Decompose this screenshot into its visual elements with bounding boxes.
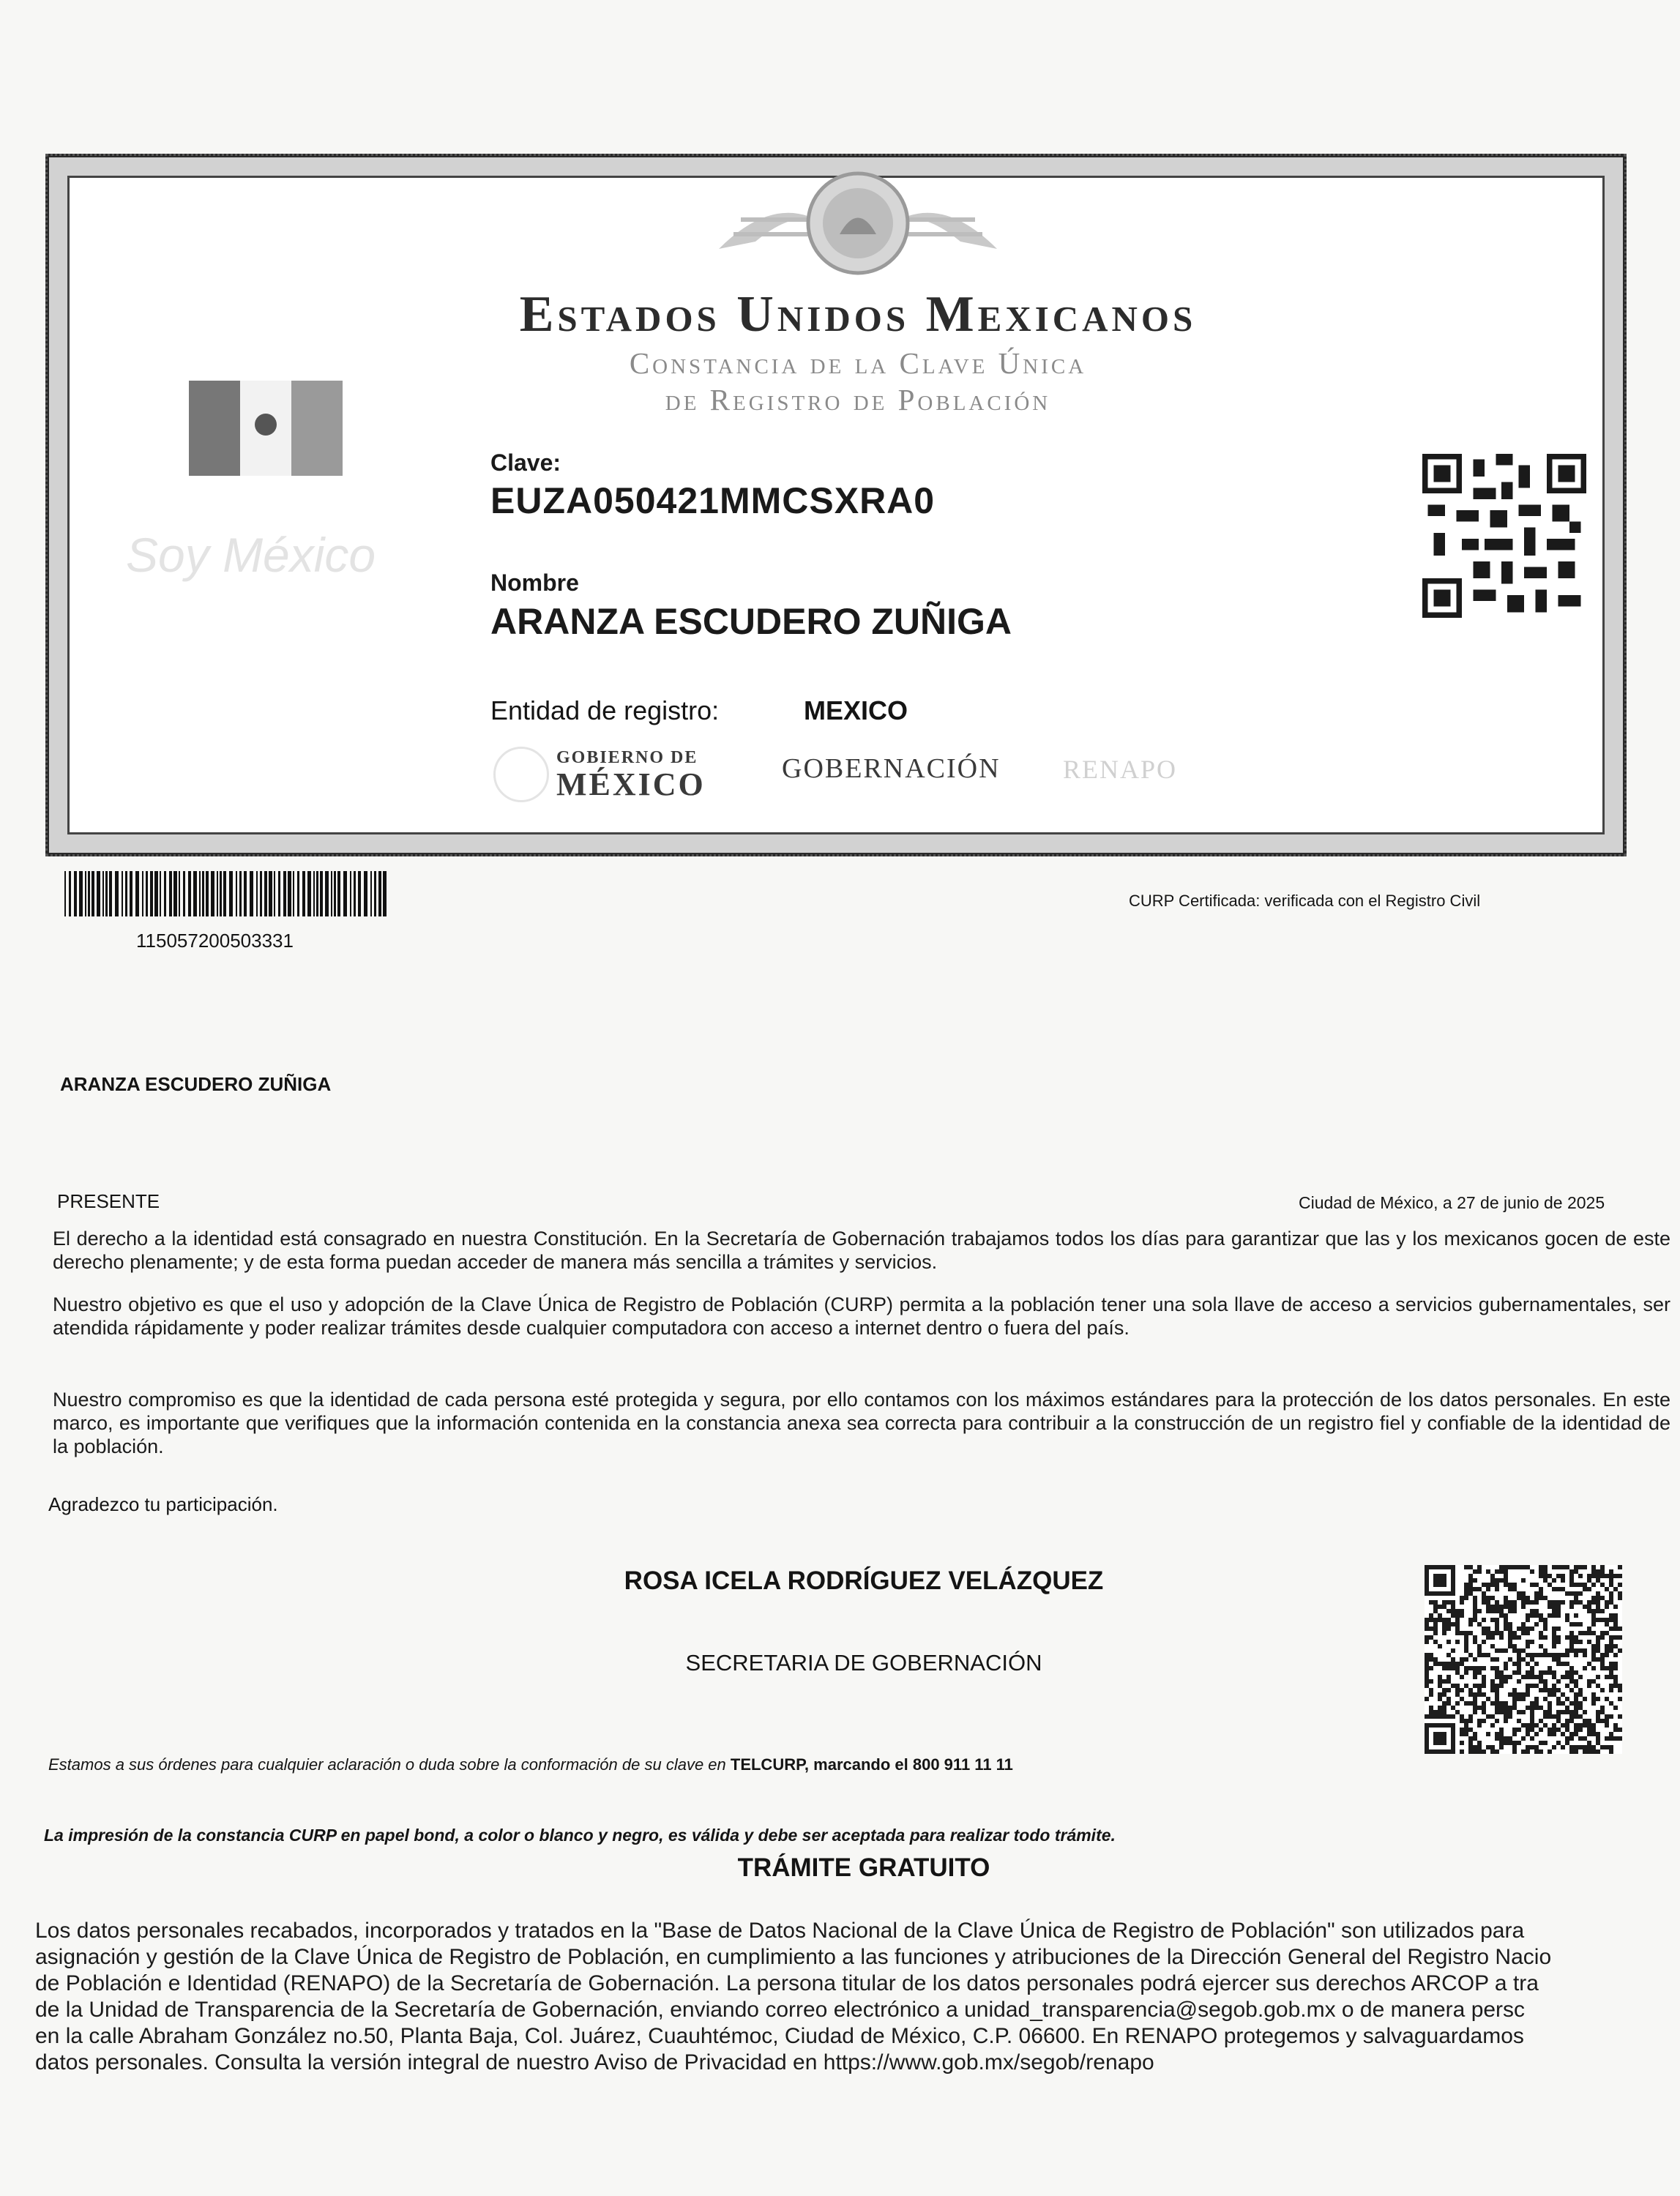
signature-qr-code-icon — [1425, 1565, 1622, 1754]
letter-recipient: ARANZA ESCUDERO ZUÑIGA — [60, 1073, 332, 1095]
certified-note: CURP Certificada: verificada con el Registro Civil — [1129, 892, 1481, 910]
privacy-line: asignación y gestión de la Clave Única de Registro de Población, en cumplimiento a las funciones y atribuciones de la Dirección General del Registro Nacio — [35, 1945, 1552, 1969]
curp-certificate — [45, 154, 1627, 856]
nombre-label: Nombre — [490, 569, 579, 596]
signer-title: SECRETARIA DE GOBERNACIÓN — [685, 1650, 1042, 1676]
country-title: Estados Unidos Mexicanos — [519, 286, 1197, 343]
privacy-notice — [35, 1918, 1668, 2076]
contact-prefix: Estamos a sus órdenes para cualquier aclaración o duda sobre la conformación de su clave en — [48, 1755, 731, 1774]
letter-presente: PRESENTE — [57, 1190, 160, 1212]
curp-code: EUZA050421MMCSXRA0 — [490, 480, 936, 521]
privacy-line: de la Unidad de Transparencia de la Secretaría de Gobernación, enviando correo electrónico a unidad_transparencia@segob.gob.mx o de manera persc — [35, 1998, 1526, 2022]
letter-date: Ciudad de México, a 27 de junio de 2025 — [1299, 1193, 1605, 1212]
holder-name: ARANZA ESCUDERO ZUÑIGA — [490, 601, 1012, 642]
entidad-label: Entidad de registro: — [490, 695, 720, 725]
gobierno-logo-line2: MÉXICO — [556, 766, 706, 802]
letter-closing: Agradezco tu participación. — [48, 1493, 278, 1515]
privacy-line: Los datos personales recabados, incorporados y tratados en la "Base de Datos Nacional de la Clave Única de Registro de Población" son utilizados para — [35, 1919, 1525, 1943]
letter-paragraph-2: Nuestro objetivo es que el uso y adopción de la Clave Única de Registro de Población (CURP) permita a la población tener una sola llave de acceso a servicios gubernamentales, ser atendida rápidamente y poder realizar trámites desde cualquier computadora con acceso a internet dentro o fuera del país. — [53, 1293, 1670, 1339]
validity-note: La impresión de la constancia CURP en papel bond, a color o blanco y negro, es válida y debe ser aceptada para realizar todo trámite. — [44, 1826, 1116, 1845]
contact-telcurp: TELCURP, marcando el 800 911 11 11 — [730, 1755, 1013, 1774]
renapo-logo: RENAPO — [1063, 755, 1178, 784]
letter-paragraph-3: Nuestro compromiso es que la identidad de cada persona esté protegida y segura, por ello contamos con los máximos estándares para la protección de los datos personales. En este marco, es importante que verifiques que la información contenida en la constancia anexa sea correcta para contribuir a la construcción de un registro fiel y confiable de la identidad de la población. — [53, 1389, 1670, 1457]
letter-paragraph-1: El derecho a la identidad está consagrado en nuestra Constitución. En la Secretaría de Gobernación trabajamos todos los días para garantizar que las y los mexicanos gocen de este derecho plenamente; y de esta forma puedan acceder de manera más sencilla a trámites y servicios. — [53, 1228, 1670, 1273]
gobierno-logo-line1: GOBIERNO DE — [556, 748, 698, 767]
watermark-text: Soy México — [126, 528, 376, 582]
privacy-line: de Población e Identidad (RENAPO) de la Secretaría de Gobernación. La persona titular de los datos personales podrá ejercer sus derechos ARCOP a tra — [35, 1971, 1539, 1995]
certificate-subtitle-line2: de Registro de Población — [665, 383, 1051, 417]
national-emblem-icon — [712, 161, 1004, 293]
contact-line — [48, 1755, 1013, 1774]
certificate-subtitle-line1: Constancia de la Clave Única — [629, 346, 1087, 380]
privacy-line: datos personales. Consulta la versión integral de nuestro Aviso de Privacidad en https://www.gob.mx/segob/renapo — [35, 2050, 1154, 2074]
privacy-line: en la calle Abraham González no.50, Planta Baja, Col. Juárez, Cuauhtémoc, Ciudad de México, C.P. 06600. En RENAPO protegemos y salvaguardamos — [35, 2024, 1524, 2048]
barcode-number: 115057200503331 — [136, 930, 294, 952]
mexican-flag-icon — [189, 381, 343, 476]
signer-name: ROSA ICELA RODRÍGUEZ VELÁZQUEZ — [624, 1566, 1104, 1595]
gobierno-seal-icon — [493, 747, 549, 802]
barcode-icon — [64, 871, 391, 916]
entidad-value: MEXICO — [804, 695, 908, 725]
free-procedure-title: TRÁMITE GRATUITO — [737, 1853, 990, 1882]
certificate-qr-code-icon — [1422, 454, 1587, 618]
clave-label: Clave: — [490, 449, 561, 476]
gobernacion-logo: GOBERNACIÓN — [782, 753, 1001, 784]
